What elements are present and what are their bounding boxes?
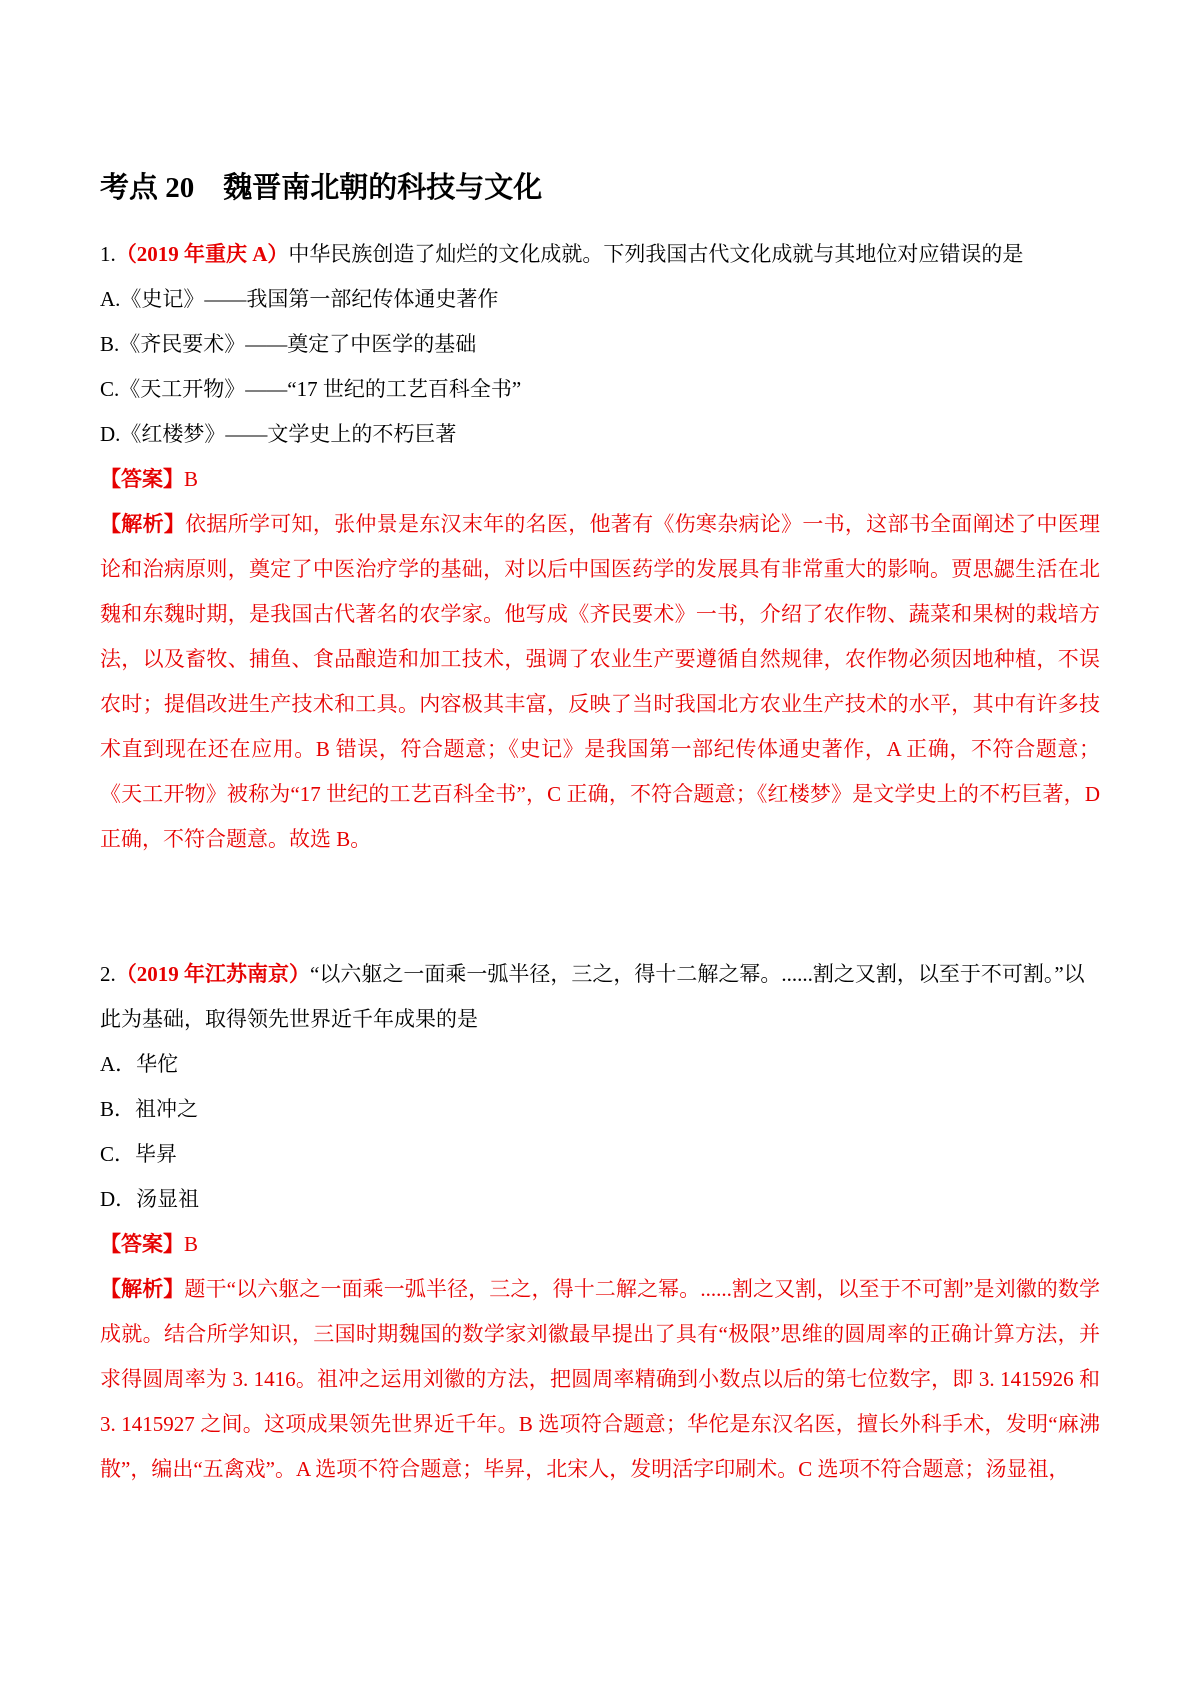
question-2-number: 2. bbox=[100, 962, 116, 986]
document-content bbox=[100, 168, 1100, 1492]
question-2 bbox=[100, 952, 1100, 1492]
question-2-stem-line bbox=[100, 952, 1100, 1042]
question-2-source: （2019 年江苏南京） bbox=[115, 962, 310, 986]
question-2-option-d: D．汤显祖 bbox=[100, 1187, 200, 1211]
question-2-option-c: C．毕昇 bbox=[100, 1142, 178, 1166]
question-2-analysis-text: 题干“以六躯之一面乘一弧半径，三之，得十二解之幂。......割之又割，以至于不可割”是刘徽的数学成就。结合所学知识，三国时期魏国的数学家刘徽最早提出了具有“极限”思维的圆周率的正确计算方法，并求得圆周率为 3. 1416。祖冲之运用刘徽的方法，把圆周率精确到小数点以后的第七位数字，即 3. 1415926 和 3. 1415927 之间。这项成果领先世界近千年。B 选项符合题意；华佗是东汉名医，擅长外科手术，发明“麻沸散”，编出“五禽戏”。A 选项不符合题意；毕昇，北宋人，发明活字印刷术。C 选项不符合题意；汤显祖， bbox=[100, 1277, 1101, 1481]
question-2-answer-label: 【答案】 bbox=[100, 1232, 184, 1256]
question-1-analysis-text: 依据所学可知，张仲景是东汉末年的名医，他著有《伤寒杂病论》一书，这部书全面阐述了中医理论和治病原则，奠定了中医治疗学的基础，对以后中国医药学的发展具有非常重大的影响。贾思勰生活在北魏和东魏时期，是我国古代著名的农学家。他写成《齐民要术》一书，介绍了农作物、蔬菜和果树的栽培方法，以及畜牧、捕鱼、食品酿造和加工技术，强调了农业生产要遵循自然规律，农作物必须因地种植，不误农时；提倡改进生产技术和工具。内容极其丰富，反映了当时我国北方农业生产技术的水平，其中有许多技术直到现在还在应用。B 错误，符合题意；《史记》是我国第一部纪传体通史著作，A 正确，不符合题意；《天工开物》被称为“17 世纪的工艺百科全书”，C 正确，不符合题意；《红楼梦》是文学史上的不朽巨著，D 正确，不符合题意。故选 B。 bbox=[100, 512, 1101, 851]
question-1-answer-line bbox=[100, 457, 1100, 502]
question-1-option-d: D.《红楼梦》——文学史上的不朽巨著 bbox=[100, 422, 457, 446]
question-2-answer-value: B bbox=[184, 1232, 199, 1256]
question-1-answer-value: B bbox=[184, 467, 199, 491]
question-1-option-a: A.《史记》——我国第一部纪传体通史著作 bbox=[100, 287, 499, 311]
question-2-stem-text: “以六躯之一面乘一弧半径，三之，得十二解之幂。......割之又割，以至于不可割。”以此为基础，取得领先世界近千年成果的是 bbox=[100, 962, 1085, 1031]
question-2-option-a: A．华佗 bbox=[100, 1052, 179, 1076]
question-1-source: （2019 年重庆 A） bbox=[115, 242, 289, 266]
question-2-analysis-line bbox=[100, 1267, 1100, 1492]
question-1 bbox=[100, 232, 1100, 862]
question-1-option-c: C.《天工开物》——“17 世纪的工艺百科全书” bbox=[100, 377, 522, 401]
question-1-analysis-label: 【解析】 bbox=[100, 512, 186, 536]
question-1-stem-line bbox=[100, 232, 1100, 277]
page-title: 考点 20 魏晋南北朝的科技与文化 bbox=[100, 172, 543, 204]
question-1-option-b: B.《齐民要术》——奠定了中医学的基础 bbox=[100, 332, 477, 356]
question-1-stem-text: 中华民族创造了灿烂的文化成就。下列我国古代文化成就与其地位对应错误的是 bbox=[288, 242, 1024, 266]
question-2-option-b: B．祖冲之 bbox=[100, 1097, 199, 1121]
question-1-number: 1. bbox=[100, 242, 116, 266]
question-2-analysis-label: 【解析】 bbox=[100, 1277, 185, 1301]
question-1-analysis-line bbox=[100, 502, 1100, 862]
question-2-answer-line bbox=[100, 1222, 1100, 1267]
question-1-answer-label: 【答案】 bbox=[100, 467, 184, 491]
